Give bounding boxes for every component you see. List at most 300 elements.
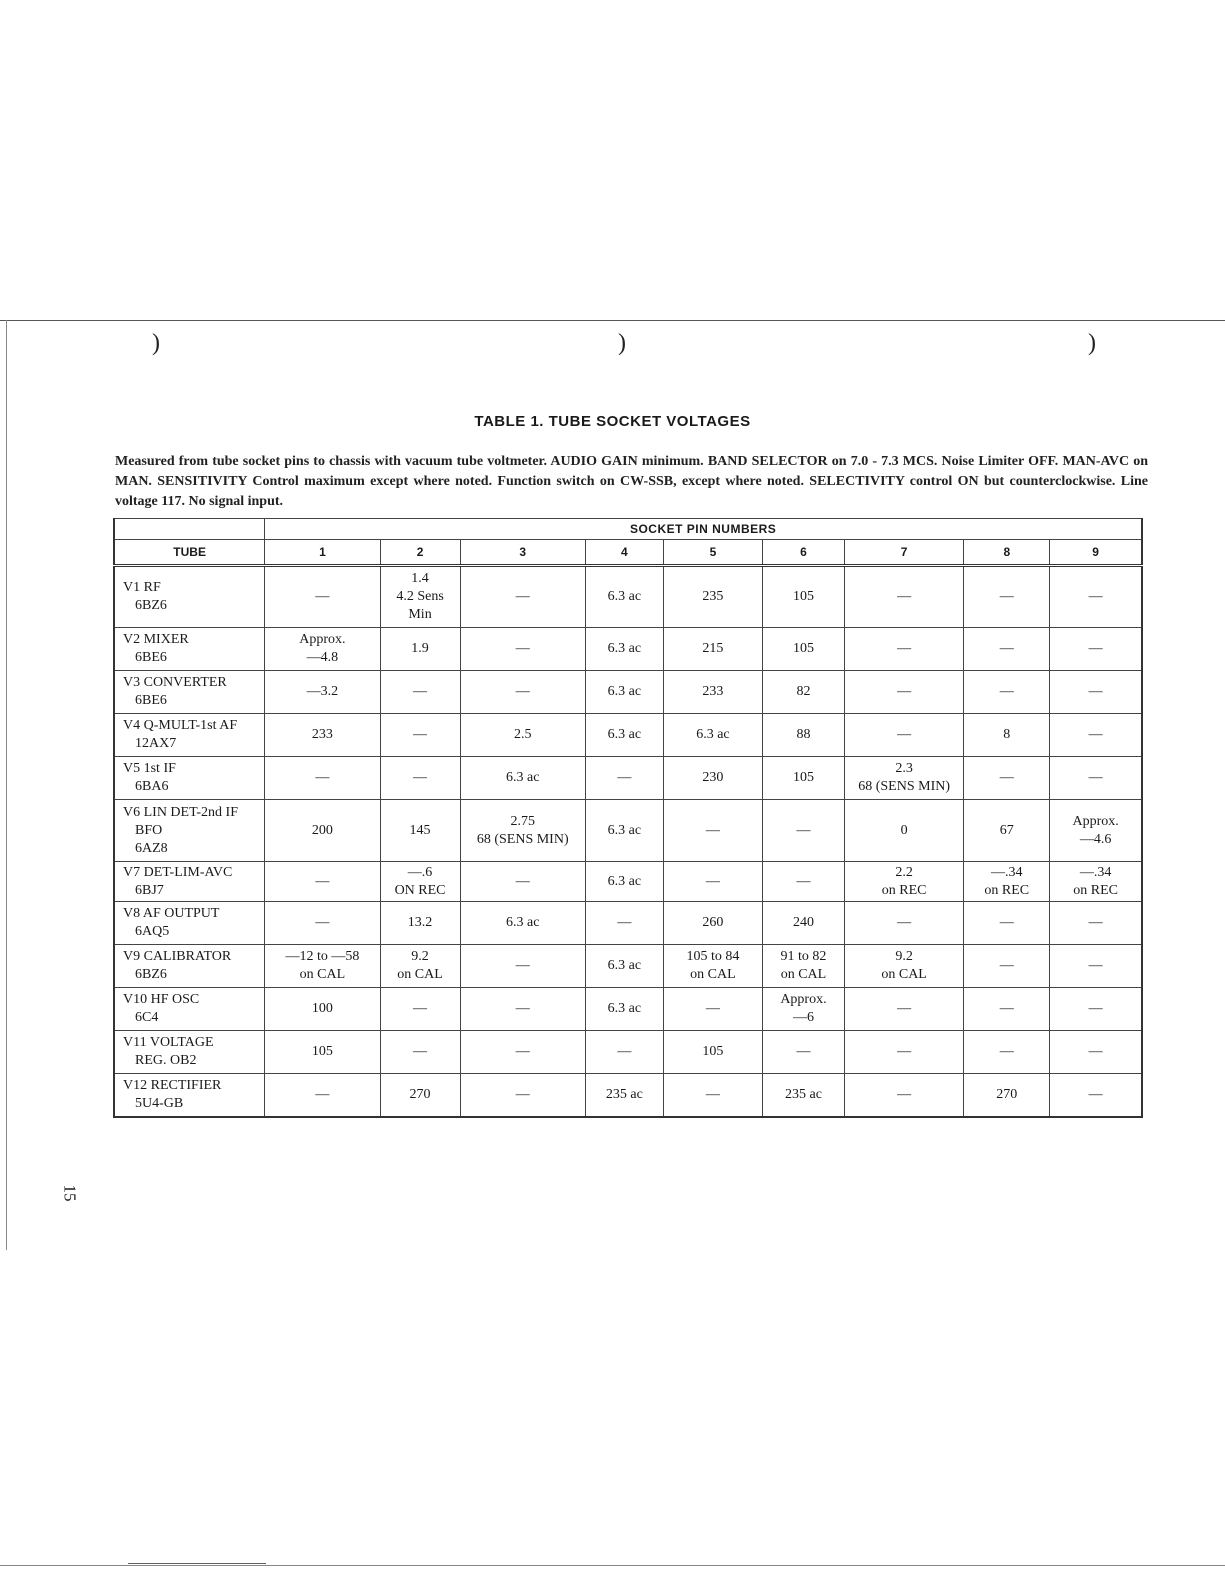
voltage-cell xyxy=(585,1031,663,1074)
voltage-value: — xyxy=(413,684,428,699)
voltage-cell xyxy=(460,714,585,757)
pin-header: 3 xyxy=(460,540,585,566)
voltage-value: 145 xyxy=(409,822,431,838)
voltage-value: — xyxy=(897,1044,912,1059)
tube-type: 6BJ7 xyxy=(135,882,164,898)
voltage-value: 240 xyxy=(792,915,814,930)
voltage-cell xyxy=(762,1074,844,1117)
voltage-cell xyxy=(964,945,1050,988)
tube-type: 6BE6 xyxy=(135,650,167,665)
voltage-cell xyxy=(380,1031,460,1074)
voltage-cell xyxy=(460,671,585,714)
tube-type: 6BA6 xyxy=(135,779,169,794)
voltage-value: — xyxy=(515,1044,530,1059)
voltage-value: Approx. xyxy=(780,992,827,1007)
voltage-value: —4.8 xyxy=(306,650,339,665)
voltage-cell xyxy=(762,757,844,800)
voltage-value: 105 xyxy=(311,1044,333,1059)
voltage-cell xyxy=(663,714,762,757)
tube-name: V8 AF OUTPUT xyxy=(123,906,220,921)
voltage-cell xyxy=(585,902,663,945)
voltage-cell xyxy=(663,1031,762,1074)
voltage-value: on REC xyxy=(881,882,927,898)
voltage-value: — xyxy=(413,770,428,785)
voltage-value: 13.2 xyxy=(407,915,433,930)
voltage-cell xyxy=(265,757,380,800)
voltage-cell xyxy=(844,757,963,800)
voltage-value: —4.6 xyxy=(1079,831,1112,847)
voltage-cell xyxy=(585,1074,663,1117)
voltage-cell xyxy=(1050,800,1142,862)
voltage-cell xyxy=(663,757,762,800)
voltage-cell xyxy=(1050,628,1142,671)
table-row xyxy=(114,566,1142,628)
voltage-value: —6 xyxy=(792,1010,814,1025)
voltage-value: 67 xyxy=(999,822,1014,838)
tube-name: V12 RECTIFIER xyxy=(123,1077,222,1093)
socket-pin-numbers-header: SOCKET PIN NUMBERS xyxy=(265,519,1142,540)
voltage-cell xyxy=(585,714,663,757)
pin-header: 5 xyxy=(663,540,762,566)
tube-cell xyxy=(114,800,265,862)
voltage-value: 6.3 ac xyxy=(607,727,642,742)
voltage-value: — xyxy=(315,1086,330,1102)
voltage-cell xyxy=(265,566,380,628)
voltage-value: — xyxy=(705,873,720,889)
voltage-cell xyxy=(380,628,460,671)
voltage-cell xyxy=(964,988,1050,1031)
voltage-cell xyxy=(844,945,963,988)
voltage-cell xyxy=(844,671,963,714)
voltage-value: 82 xyxy=(796,684,811,699)
table-row xyxy=(114,1031,1142,1074)
voltage-value: 215 xyxy=(702,641,724,656)
tube-column-header: TUBE xyxy=(114,540,265,566)
pin-header: 1 xyxy=(265,540,380,566)
voltage-value: 9.2 xyxy=(895,949,913,964)
intro-paragraph: Measured from tube socket pins to chassis with vacuum tube voltmeter. AUDIO GAIN minimum. BAND SELECTOR on 7.0 - 7.3 MCS. Noise Limiter OFF. MAN-AVC on MAN. SENSITIVITY Control maximum except where noted. Function switch on CW-SSB, except where noted. SELECTIVITY control ON but counterclockwise. Line voltage 117. No signal input. xyxy=(115,454,1148,509)
pin-header: 8 xyxy=(964,540,1050,566)
voltage-cell xyxy=(844,800,963,862)
tube-cell xyxy=(114,671,265,714)
voltage-cell xyxy=(844,862,963,902)
tube-cell xyxy=(114,945,265,988)
voltage-value: — xyxy=(999,770,1014,785)
tube-function: BFO xyxy=(135,822,163,838)
tube-name: V9 CALIBRATOR xyxy=(123,949,232,964)
voltage-cell xyxy=(663,988,762,1031)
voltage-value: — xyxy=(999,641,1014,656)
bottom-link-underline xyxy=(128,1563,266,1564)
voltage-cell xyxy=(964,862,1050,902)
voltage-value: 4.2 Sens xyxy=(396,589,444,604)
voltage-value: —.6 xyxy=(407,864,433,880)
voltage-value: 235 ac xyxy=(605,1086,643,1102)
voltage-cell xyxy=(265,1031,380,1074)
tube-name: V4 Q-MULT-1st AF xyxy=(123,718,238,733)
pin-header: 9 xyxy=(1050,540,1142,566)
voltage-value: — xyxy=(796,1044,811,1059)
voltage-cell xyxy=(1050,945,1142,988)
voltage-value: 2.3 xyxy=(895,761,913,776)
table-row xyxy=(114,714,1142,757)
voltage-cell xyxy=(380,566,460,628)
voltage-value: on REC xyxy=(984,882,1030,898)
voltage-value: 105 xyxy=(792,589,814,604)
voltage-value: — xyxy=(1088,1086,1103,1102)
table-row xyxy=(114,988,1142,1031)
voltage-cell xyxy=(762,671,844,714)
tube-cell xyxy=(114,862,265,902)
tube-type: REG. OB2 xyxy=(135,1053,197,1068)
voltage-value: — xyxy=(413,1001,428,1016)
voltage-value: — xyxy=(617,1044,632,1059)
voltage-cell xyxy=(585,628,663,671)
voltage-cell xyxy=(964,628,1050,671)
voltage-value: — xyxy=(796,873,811,889)
voltage-cell xyxy=(380,902,460,945)
voltage-value: 235 ac xyxy=(784,1086,822,1102)
voltage-value: — xyxy=(897,915,912,930)
tube-type: 12AX7 xyxy=(135,736,177,751)
tube-name: V10 HF OSC xyxy=(123,992,200,1007)
tube-socket-voltage-table xyxy=(113,518,1143,1118)
tube-name: V1 RF xyxy=(123,580,161,595)
voltage-value: — xyxy=(515,1086,530,1102)
voltage-value: 6.3 ac xyxy=(607,684,642,699)
voltage-value: Approx. xyxy=(299,632,346,647)
page-number: 15 xyxy=(60,1184,80,1202)
voltage-value: on CAL xyxy=(397,967,443,982)
voltage-cell xyxy=(844,988,963,1031)
voltage-cell xyxy=(663,902,762,945)
bottom-rule xyxy=(0,1565,1225,1566)
voltage-value: 105 xyxy=(792,770,814,785)
tube-type: 6AZ8 xyxy=(135,840,168,856)
voltage-value: — xyxy=(705,1086,720,1102)
voltage-cell xyxy=(663,800,762,862)
binding-mark-left: ) xyxy=(152,330,160,356)
voltage-value: 105 xyxy=(792,641,814,656)
voltage-value: — xyxy=(1088,1001,1103,1016)
tube-type: 6AQ5 xyxy=(135,924,170,939)
voltage-cell xyxy=(265,714,380,757)
voltage-cell xyxy=(762,988,844,1031)
voltage-value: 6.3 ac xyxy=(607,589,642,604)
voltage-value: 2.2 xyxy=(895,864,913,880)
voltage-cell xyxy=(585,566,663,628)
tube-cell xyxy=(114,757,265,800)
voltage-value: — xyxy=(1088,589,1103,604)
tube-cell xyxy=(114,988,265,1031)
voltage-cell xyxy=(844,714,963,757)
voltage-cell xyxy=(460,628,585,671)
voltage-value: — xyxy=(1088,641,1103,656)
voltage-value: 1.9 xyxy=(411,641,429,656)
voltage-cell xyxy=(663,945,762,988)
pin-header: 7 xyxy=(844,540,963,566)
tube-type: 5U4-GB xyxy=(135,1095,184,1111)
voltage-value: — xyxy=(999,684,1014,699)
binding-mark-right: ) xyxy=(1088,330,1096,356)
voltage-cell xyxy=(964,800,1050,862)
tube-cell xyxy=(114,1074,265,1117)
voltage-value: —.34 xyxy=(1079,864,1112,880)
voltage-value: 9.2 xyxy=(411,949,429,964)
voltage-cell xyxy=(585,800,663,862)
voltage-value: — xyxy=(515,958,530,973)
voltage-cell xyxy=(265,945,380,988)
voltage-value: — xyxy=(515,873,530,889)
voltage-cell xyxy=(380,757,460,800)
voltage-value: 6.3 ac xyxy=(506,915,540,930)
voltage-value: —12 to —58 xyxy=(285,949,360,964)
voltage-value: ON REC xyxy=(394,882,446,898)
voltage-value: — xyxy=(999,915,1014,930)
voltage-value: 6.3 ac xyxy=(607,641,642,656)
pin-header: 6 xyxy=(762,540,844,566)
table-row xyxy=(114,902,1142,945)
voltage-cell xyxy=(585,671,663,714)
tube-cell xyxy=(114,714,265,757)
voltage-value: 6.3 ac xyxy=(506,770,540,785)
voltage-value: — xyxy=(617,915,632,930)
voltage-cell xyxy=(844,628,963,671)
voltage-value: 270 xyxy=(996,1086,1018,1102)
voltage-value: — xyxy=(1088,684,1103,699)
voltage-value: 105 to 84 xyxy=(686,949,740,964)
voltage-value: — xyxy=(705,822,720,838)
voltage-cell xyxy=(964,671,1050,714)
voltage-cell xyxy=(762,628,844,671)
voltage-cell xyxy=(762,1031,844,1074)
table-row xyxy=(114,945,1142,988)
voltage-cell xyxy=(844,566,963,628)
voltage-cell xyxy=(844,1031,963,1074)
tube-type: 6BE6 xyxy=(135,693,167,708)
voltage-cell xyxy=(380,671,460,714)
voltage-cell xyxy=(585,757,663,800)
table-row xyxy=(114,671,1142,714)
voltage-value: Min xyxy=(408,607,432,622)
voltage-cell xyxy=(265,902,380,945)
voltage-value: — xyxy=(705,1001,720,1016)
tube-type: 6BZ6 xyxy=(135,598,167,613)
voltage-cell xyxy=(585,988,663,1031)
top-rule xyxy=(0,320,1225,321)
voltage-value: — xyxy=(1088,770,1103,785)
voltage-cell xyxy=(380,988,460,1031)
voltage-cell xyxy=(964,714,1050,757)
voltage-cell xyxy=(380,862,460,902)
tube-cell xyxy=(114,566,265,628)
voltage-cell xyxy=(964,566,1050,628)
voltage-cell xyxy=(460,902,585,945)
table-row xyxy=(114,862,1142,902)
voltage-value: 68 (SENS MIN) xyxy=(476,831,569,847)
voltage-cell xyxy=(585,945,663,988)
voltage-cell xyxy=(585,862,663,902)
voltage-cell xyxy=(265,671,380,714)
pin-header: 2 xyxy=(380,540,460,566)
table-row xyxy=(114,757,1142,800)
voltage-value: 270 xyxy=(409,1086,431,1102)
voltage-cell xyxy=(1050,714,1142,757)
voltage-value: on CAL xyxy=(881,967,927,982)
voltage-value: — xyxy=(515,641,530,656)
voltage-value: — xyxy=(999,589,1014,604)
voltage-value: — xyxy=(413,727,428,742)
voltage-value: — xyxy=(897,1001,912,1016)
voltage-cell xyxy=(663,1074,762,1117)
voltage-cell xyxy=(663,862,762,902)
voltage-value: on REC xyxy=(1073,882,1118,898)
voltage-cell xyxy=(460,566,585,628)
voltage-value: 68 (SENS MIN) xyxy=(858,779,950,794)
voltage-cell xyxy=(762,862,844,902)
voltage-cell xyxy=(460,1031,585,1074)
voltage-value: — xyxy=(999,958,1014,973)
tube-cell xyxy=(114,628,265,671)
voltage-cell xyxy=(844,1074,963,1117)
voltage-cell xyxy=(460,757,585,800)
tube-name: V6 LIN DET-2nd IF xyxy=(123,804,238,820)
voltage-value: — xyxy=(1088,1044,1103,1059)
voltage-cell xyxy=(762,902,844,945)
voltage-value: — xyxy=(796,822,811,838)
voltage-value: — xyxy=(617,770,632,785)
voltage-value: — xyxy=(413,1044,428,1059)
voltage-value: — xyxy=(315,770,330,785)
table-row xyxy=(114,800,1142,862)
voltage-cell xyxy=(460,988,585,1031)
voltage-cell xyxy=(380,800,460,862)
voltage-cell xyxy=(1050,1074,1142,1117)
voltage-value: — xyxy=(515,684,530,699)
voltage-cell xyxy=(1050,988,1142,1031)
voltage-value: — xyxy=(515,1001,530,1016)
voltage-value: 235 xyxy=(702,589,724,604)
voltage-value: — xyxy=(315,873,330,889)
voltage-cell xyxy=(460,800,585,862)
binding-mark-center: ) xyxy=(618,330,626,356)
voltage-value: — xyxy=(515,589,530,604)
voltage-cell xyxy=(380,1074,460,1117)
voltage-cell xyxy=(964,1074,1050,1117)
voltage-cell xyxy=(964,1031,1050,1074)
voltage-cell xyxy=(265,988,380,1031)
voltage-cell xyxy=(1050,862,1142,902)
voltage-value: 233 xyxy=(311,727,333,742)
voltage-value: 100 xyxy=(311,1001,333,1016)
voltage-cell xyxy=(663,628,762,671)
tube-cell xyxy=(114,1031,265,1074)
voltage-cell xyxy=(460,1074,585,1117)
voltage-value: —3.2 xyxy=(306,684,339,699)
tube-name: V11 VOLTAGE xyxy=(123,1035,214,1050)
voltage-value: 6.3 ac xyxy=(607,822,642,838)
voltage-cell xyxy=(844,902,963,945)
voltage-cell xyxy=(964,902,1050,945)
voltage-value: 233 xyxy=(702,684,724,699)
voltage-value: — xyxy=(897,1086,912,1102)
table-row xyxy=(114,1074,1142,1117)
voltage-cell xyxy=(265,862,380,902)
tube-name: V5 1st IF xyxy=(123,761,176,776)
voltage-value: — xyxy=(897,684,912,699)
voltage-value: 6.3 ac xyxy=(607,1001,642,1016)
tube-cell xyxy=(114,902,265,945)
voltage-cell xyxy=(762,566,844,628)
voltage-cell xyxy=(762,714,844,757)
voltage-value: — xyxy=(315,915,330,930)
voltage-cell xyxy=(663,566,762,628)
voltage-value: — xyxy=(1088,727,1103,742)
voltage-value: —.34 xyxy=(991,864,1023,880)
voltage-value: on CAL xyxy=(690,967,736,982)
voltage-cell xyxy=(265,1074,380,1117)
page-title: TABLE 1. TUBE SOCKET VOLTAGES xyxy=(474,413,751,430)
voltage-value: 0 xyxy=(900,822,908,838)
tube-name: V7 DET-LIM-AVC xyxy=(123,864,233,880)
voltage-value: 8 xyxy=(1003,727,1011,742)
voltage-cell xyxy=(762,800,844,862)
voltage-value: 200 xyxy=(311,822,333,838)
voltage-cell xyxy=(265,628,380,671)
voltage-cell xyxy=(1050,671,1142,714)
voltage-value: 6.3 ac xyxy=(696,727,730,742)
voltage-cell xyxy=(1050,902,1142,945)
voltage-cell xyxy=(380,945,460,988)
voltage-cell xyxy=(1050,757,1142,800)
voltage-cell xyxy=(460,945,585,988)
table-row xyxy=(114,628,1142,671)
voltage-value: — xyxy=(897,589,912,604)
voltage-value: 260 xyxy=(702,915,724,930)
voltage-cell xyxy=(460,862,585,902)
voltage-value: — xyxy=(999,1044,1014,1059)
voltage-value: 91 to 82 xyxy=(780,949,827,964)
voltage-cell xyxy=(1050,566,1142,628)
column-header-row xyxy=(114,540,1142,566)
voltage-value: — xyxy=(1088,915,1103,930)
voltage-value: — xyxy=(315,589,330,604)
voltage-value: 2.75 xyxy=(510,813,535,829)
voltage-value: — xyxy=(999,1001,1014,1016)
tube-type: 6BZ6 xyxy=(135,967,167,982)
voltage-value: 105 xyxy=(702,1044,724,1059)
voltage-cell xyxy=(762,945,844,988)
tube-type: 6C4 xyxy=(135,1010,159,1025)
tube-name: V3 CONVERTER xyxy=(123,675,227,690)
voltage-value: 6.3 ac xyxy=(607,873,642,889)
voltage-cell xyxy=(265,800,380,862)
voltage-cell xyxy=(964,757,1050,800)
voltage-value: on CAL xyxy=(299,967,346,982)
voltage-value: — xyxy=(897,641,912,656)
voltage-value: Approx. xyxy=(1072,813,1119,829)
voltage-value: 230 xyxy=(702,770,724,785)
voltage-value: 1.4 xyxy=(411,571,429,586)
voltage-value: — xyxy=(1088,958,1103,973)
voltage-cell xyxy=(1050,1031,1142,1074)
voltage-value: — xyxy=(897,727,912,742)
pin-header: 4 xyxy=(585,540,663,566)
voltage-value: 88 xyxy=(796,727,811,742)
voltage-value: 2.5 xyxy=(513,727,532,742)
left-rule xyxy=(6,320,7,1250)
voltage-value: on CAL xyxy=(780,967,827,982)
